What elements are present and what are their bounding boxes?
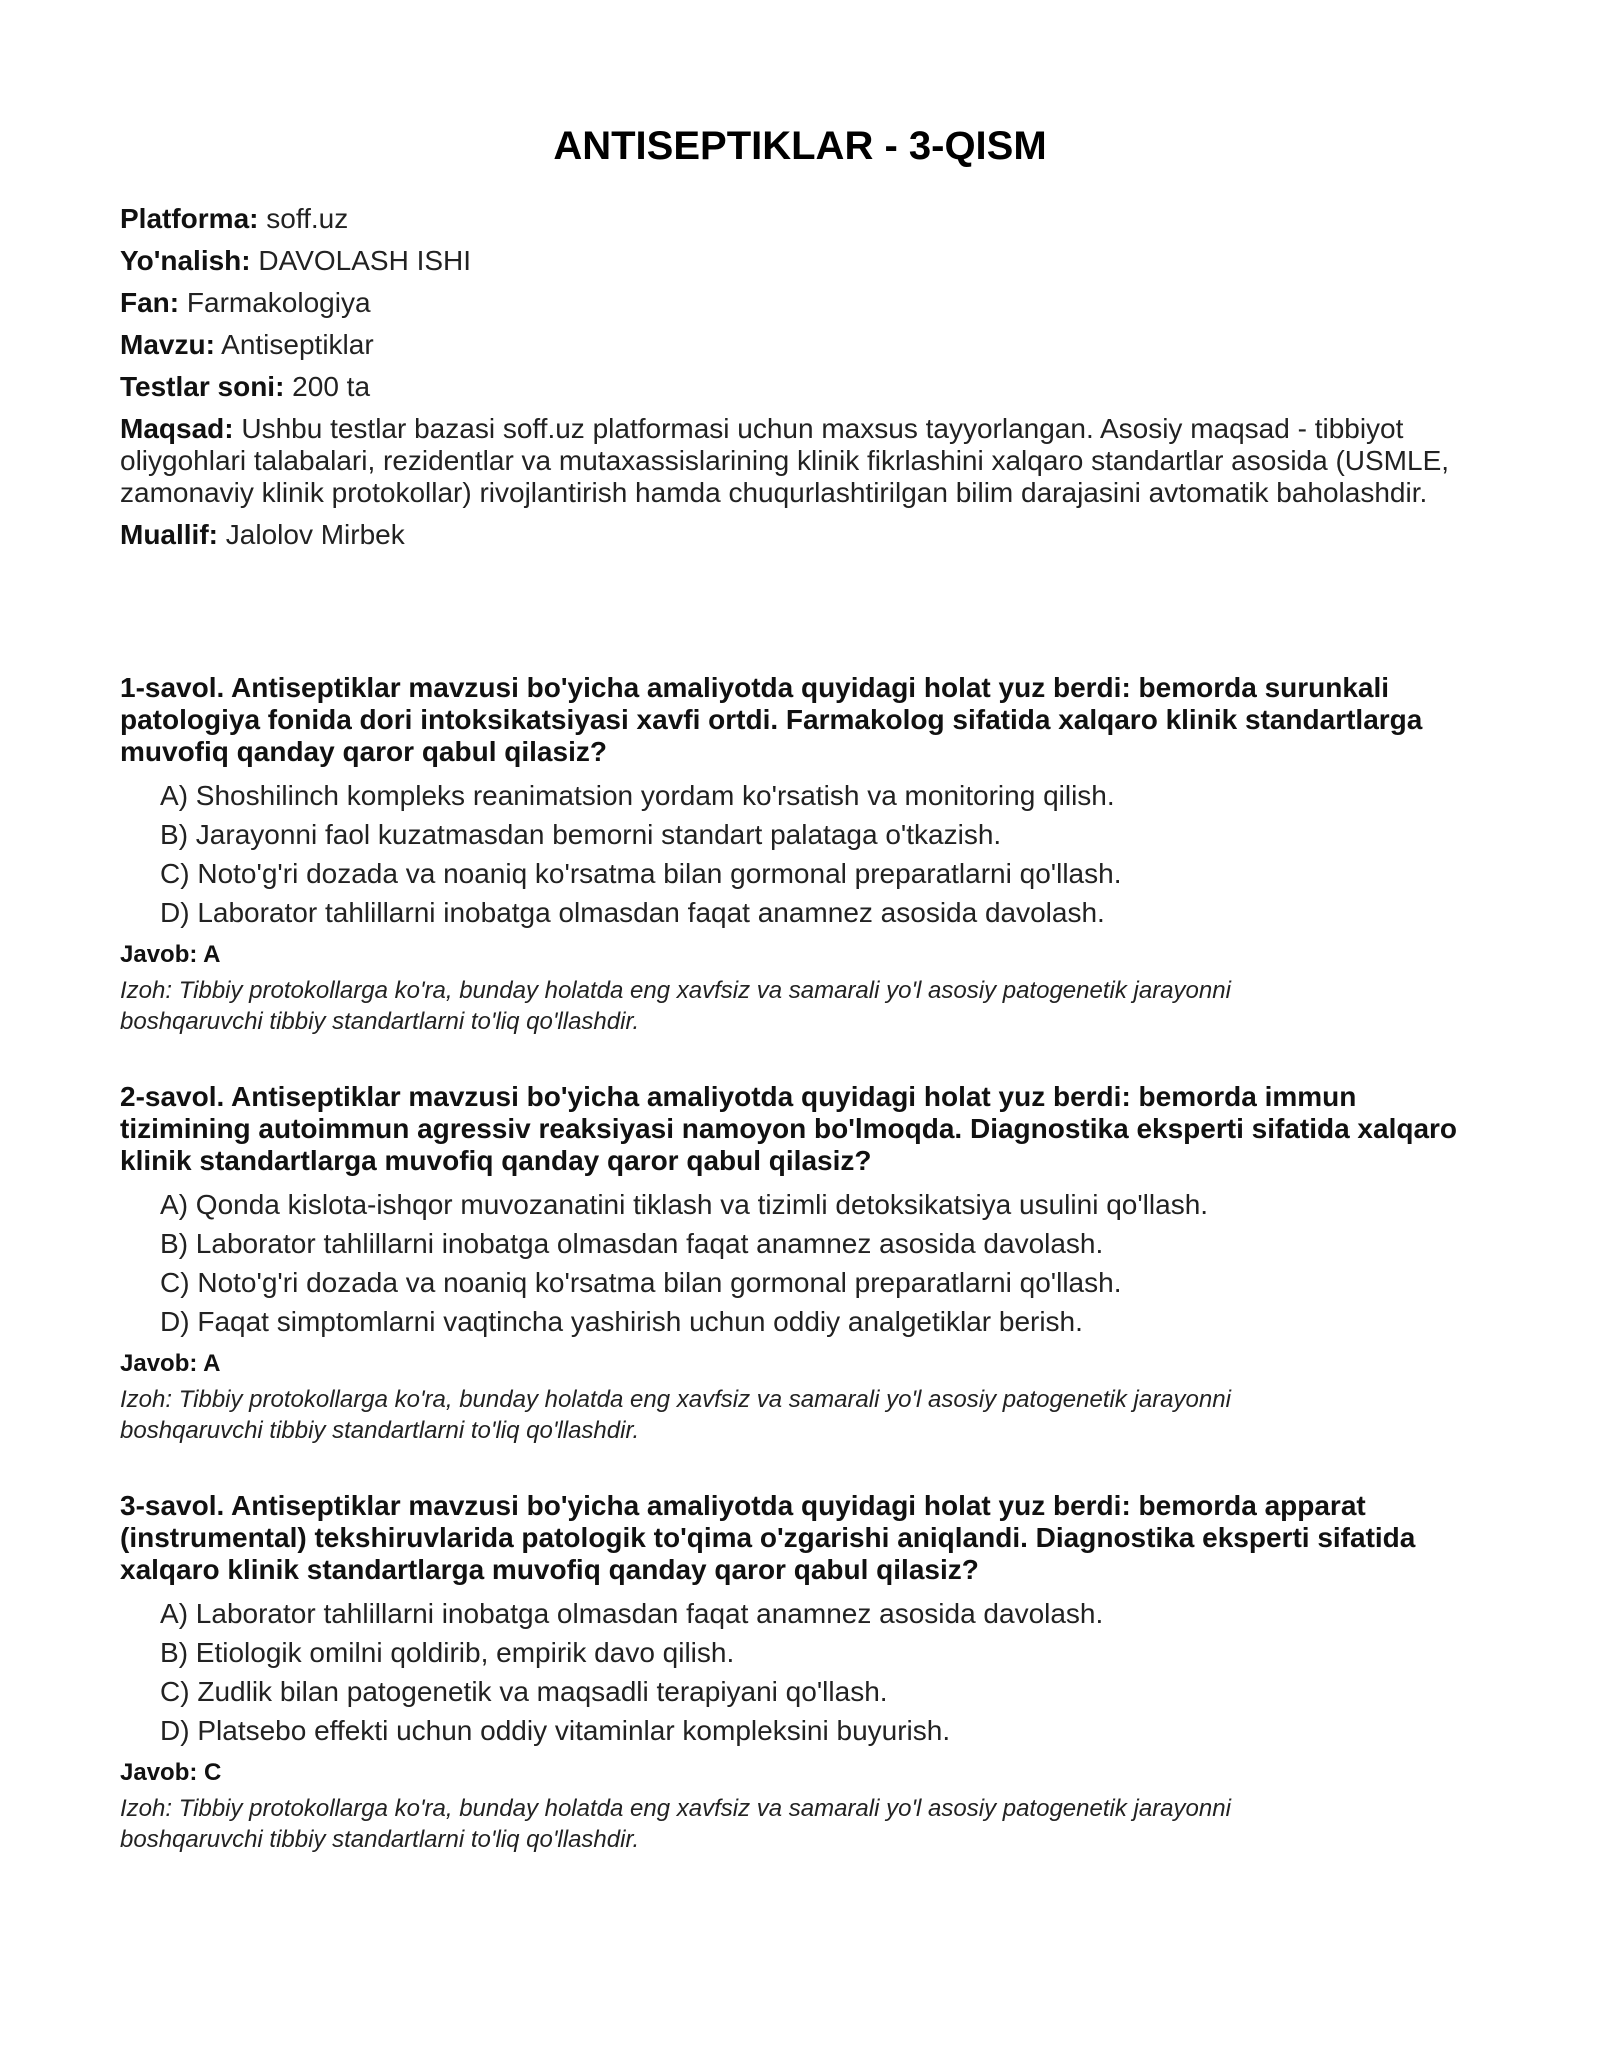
answer-option: [160, 1306, 1480, 1338]
question-text: 1-savol. Antiseptiklar mavzusi bo'yicha amaliyotda quyidagi holat yuz berdi: bemorda surunkali patologiya fonida dori intoksikatsiyasi xavfi ortdi. Farmakolog sifatida xalqaro klinik standartlarga muvofiq qanday qaror qabul qilasiz?: [120, 672, 1423, 767]
option-letter: D ): [160, 1715, 197, 1746]
meta-value: Ushbu testlar bazasi soff.uz platformasi uchun maxsus tayyorlangan. Asosiy maqsad - tibbiyot oliygohlari talabalari, rezidentlar va mutaxassislarining klinik fikrlashini xalqaro standartlar asosida (USMLE, zamonaviy klinik protokollar) rivojlantirish hamda chuqurlashtirilgan bilim darajasini avtomatik baholashdir.: [120, 413, 1450, 508]
option-letter: A ): [160, 780, 196, 811]
answer-option: [160, 1676, 1480, 1708]
option-text: Faqat simptomlarni vaqtincha yashirish uchun oddiy analgetiklar berish.: [197, 1306, 1083, 1337]
meta-direction: [120, 245, 1460, 277]
meta-label: Platforma:: [120, 203, 259, 234]
option-letter: B ): [160, 1228, 196, 1259]
option-text: Laborator tahlillarni inobatga olmasdan faqat anamnez asosida davolash.: [197, 897, 1105, 928]
option-letter: B ): [160, 1637, 196, 1668]
correct-answer: Javob: C: [120, 1759, 222, 1786]
document-title: ANTISEPTIKLAR - 3-QISM: [553, 124, 1047, 168]
option-letter: B ): [160, 819, 196, 850]
meta-author: [120, 519, 1460, 551]
meta-value: soff.uz: [258, 203, 349, 234]
meta-label: Testlar soni:: [120, 371, 285, 402]
answer-explanation: Izoh: Tibbiy protokollarga ko'ra, bunday holatda eng xavfsiz va samarali yo'l asosiy patogenetik jarayonni boshqaruvchi tibbiy standartlarni to'liq qo'llashdir.: [120, 977, 1231, 1035]
option-text: Noto'g'ri dozada va noaniq ko'rsatma bilan gormonal preparatlarni qo'llash.: [197, 858, 1122, 889]
answer-option: [160, 1715, 1480, 1747]
document-metadata: [120, 203, 1460, 561]
option-letter: C ): [160, 1267, 197, 1298]
question-text: 2-savol. Antiseptiklar mavzusi bo'yicha amaliyotda quyidagi holat yuz berdi: bemorda immun tizimining autoimmun agressiv reaksiyasi namoyon bo'lmoqda. Diagnostika eksperti sifatida xalqaro klinik standartlarga muvofiq qanday qaror qabul qilasiz?: [120, 1081, 1458, 1176]
answer-explanation: Izoh: Tibbiy protokollarga ko'ra, bunday holatda eng xavfsiz va samarali yo'l asosiy patogenetik jarayonni boshqaruvchi tibbiy standartlarni to'liq qo'llashdir.: [120, 1386, 1231, 1444]
question-block: [120, 1081, 1480, 1446]
meta-value: Jalolov Mirbek: [218, 519, 405, 550]
question-block: [120, 672, 1480, 1037]
question-block: [120, 1490, 1480, 1855]
option-text: Laborator tahlillarni inobatga olmasdan faqat anamnez asosida davolash.: [195, 1228, 1104, 1259]
meta-value: Antiseptiklar: [214, 329, 374, 360]
answer-options: [120, 1598, 1480, 1747]
option-text: Etiologik omilni qoldirib, empirik davo qilish.: [195, 1637, 735, 1668]
option-letter: C ): [160, 1676, 197, 1707]
meta-test-count: [120, 371, 1460, 403]
answer-options: [120, 780, 1480, 929]
option-letter: D ): [160, 897, 197, 928]
meta-value: 200 ta: [284, 371, 371, 402]
option-text: Platsebo effekti uchun oddiy vitaminlar kompleksini buyurish.: [197, 1715, 951, 1746]
option-text: Qonda kislota-ishqor muvozanatini tiklash va tizimli detoksikatsiya usulini qo'llash.: [195, 1189, 1209, 1220]
answer-option: [160, 1598, 1480, 1630]
option-letter: C ): [160, 858, 197, 889]
option-text: Noto'g'ri dozada va noaniq ko'rsatma bilan gormonal preparatlarni qo'llash.: [197, 1267, 1122, 1298]
option-text: Laborator tahlillarni inobatga olmasdan faqat anamnez asosida davolash.: [195, 1598, 1104, 1629]
answer-option: [160, 858, 1480, 890]
meta-subject: [120, 287, 1460, 319]
answer-option: [160, 819, 1480, 851]
meta-label: Mavzu:: [120, 329, 215, 360]
meta-value: Farmakologiya: [179, 287, 371, 318]
option-text: Jarayonni faol kuzatmasdan bemorni standart palataga o'tkazish.: [195, 819, 1002, 850]
answer-options: [120, 1189, 1480, 1338]
option-letter: D ): [160, 1306, 197, 1337]
meta-label: Yo'nalish:: [120, 245, 251, 276]
option-letter: A ): [160, 1598, 196, 1629]
meta-value: DAVOLASH ISHI: [250, 245, 472, 276]
answer-option: [160, 897, 1480, 929]
answer-option: [160, 1189, 1480, 1221]
meta-label: Muallif:: [120, 519, 218, 550]
option-text: Zudlik bilan patogenetik va maqsadli terapiyani qo'llash.: [197, 1676, 888, 1707]
answer-option: [160, 1267, 1480, 1299]
meta-label: Maqsad:: [120, 413, 234, 444]
meta-aim: [120, 413, 1460, 509]
meta-label: Fan:: [120, 287, 180, 318]
correct-answer: Javob: A: [120, 941, 221, 968]
question-text: 3-savol. Antiseptiklar mavzusi bo'yicha amaliyotda quyidagi holat yuz berdi: bemorda apparat (instrumental) tekshiruvlarida patologik to'qima o'zgarishi aniqlandi. Diagnostika eksperti sifatida xalqaro klinik standartlarga muvofiq qanday qaror qabul qilasiz?: [120, 1490, 1416, 1585]
option-letter: A ): [160, 1189, 196, 1220]
option-text: Shoshilinch kompleks reanimatsion yordam ko'rsatish va monitoring qilish.: [195, 780, 1115, 811]
meta-platform: [120, 203, 1460, 235]
meta-topic: [120, 329, 1460, 361]
answer-option: [160, 1228, 1480, 1260]
answer-option: [160, 1637, 1480, 1669]
correct-answer: Javob: A: [120, 1350, 221, 1377]
answer-option: [160, 780, 1480, 812]
answer-explanation: Izoh: Tibbiy protokollarga ko'ra, bunday holatda eng xavfsiz va samarali yo'l asosiy patogenetik jarayonni boshqaruvchi tibbiy standartlarni to'liq qo'llashdir.: [120, 1795, 1231, 1853]
